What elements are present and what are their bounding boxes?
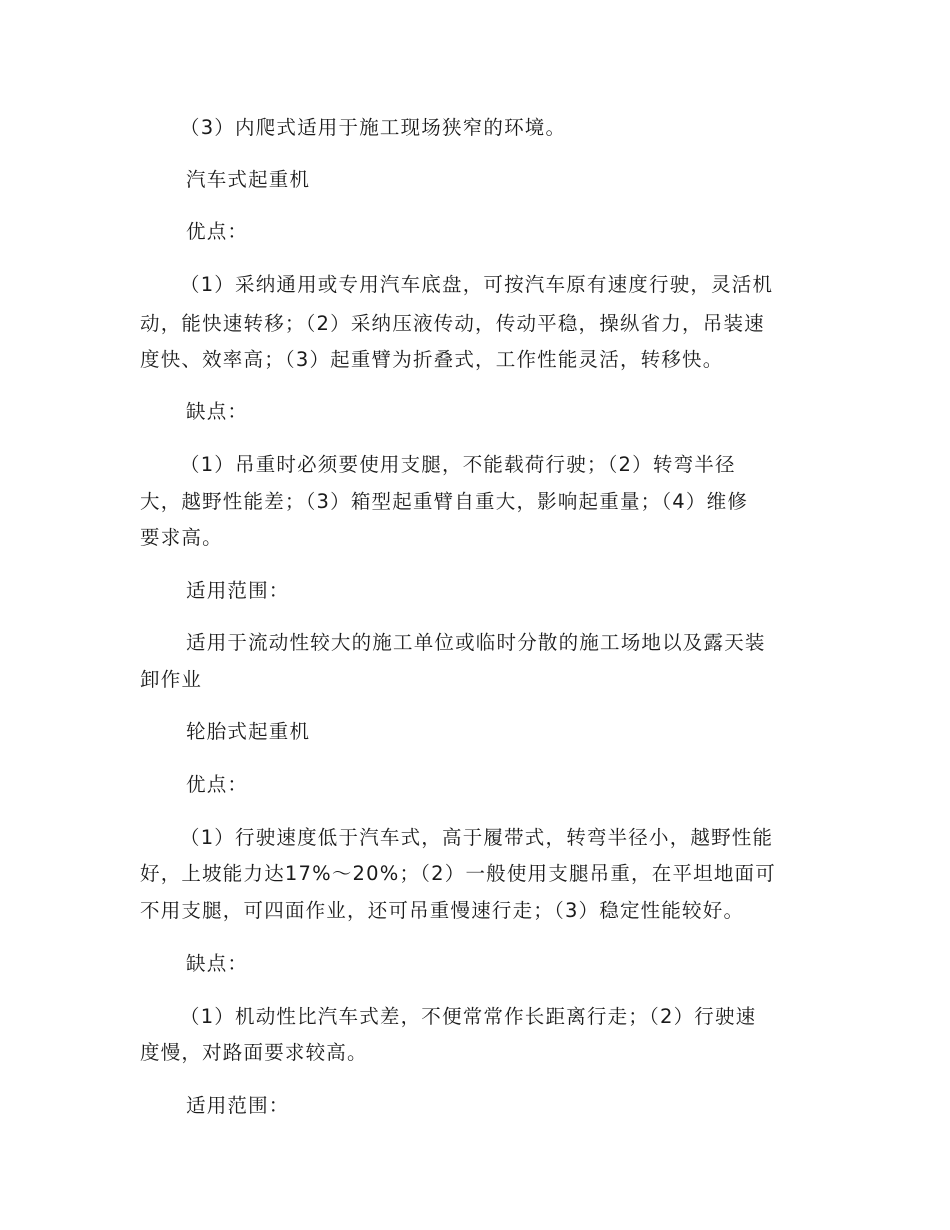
paragraph-line: 好，上坡能力达17%～20%；（2）一般使用支腿吊重，在平坦地面可	[140, 862, 776, 885]
paragraph-line: 不用支腿，可四面作业，还可吊重慢速行走；（3）稳定性能较好。	[140, 899, 745, 922]
paragraph-line: 大，越野性能差；（3）箱型起重臂自重大，影响起重量；（4）维修	[140, 490, 749, 513]
subheading: 缺点：	[186, 952, 249, 975]
paragraph-line: 卸作业	[140, 668, 203, 691]
paragraph-line: 要求高。	[140, 526, 223, 549]
paragraph-line: 度快、效率高；（3）起重臂为折叠式，工作性能灵活，转移快。	[140, 348, 724, 371]
section-heading: 汽车式起重机	[186, 168, 311, 191]
subheading: 适用范围：	[186, 1094, 290, 1117]
paragraph-line: （1）机动性比汽车式差，不便常常作长距离行走；（2）行驶速	[180, 1005, 757, 1028]
subheading: 适用范围：	[186, 579, 290, 602]
paragraph-line: 适用于流动性较大的施工单位或临时分散的施工场地以及露天装	[186, 631, 766, 654]
paragraph-line: （1）吊重时必须要使用支腿，不能载荷行驶；（2）转弯半径	[180, 453, 736, 476]
paragraph-line: （1）行驶速度低于汽车式，高于履带式，转弯半径小，越野性能	[180, 826, 774, 849]
paragraph-line: （3）内爬式适用于施工现场狭窄的环境。	[180, 116, 567, 139]
subheading: 优点：	[186, 773, 249, 796]
section-heading: 轮胎式起重机	[186, 720, 311, 743]
paragraph-line: （1）采纳通用或专用汽车底盘，可按汽车原有速度行驶，灵活机	[180, 273, 774, 296]
paragraph-line: 度慢，对路面要求较高。	[140, 1041, 368, 1064]
subheading: 优点：	[186, 220, 249, 243]
paragraph-line: 动，能快速转移；（2）采纳压液传动，传动平稳，操纵省力，吊装速	[140, 312, 765, 335]
subheading: 缺点：	[186, 400, 249, 423]
